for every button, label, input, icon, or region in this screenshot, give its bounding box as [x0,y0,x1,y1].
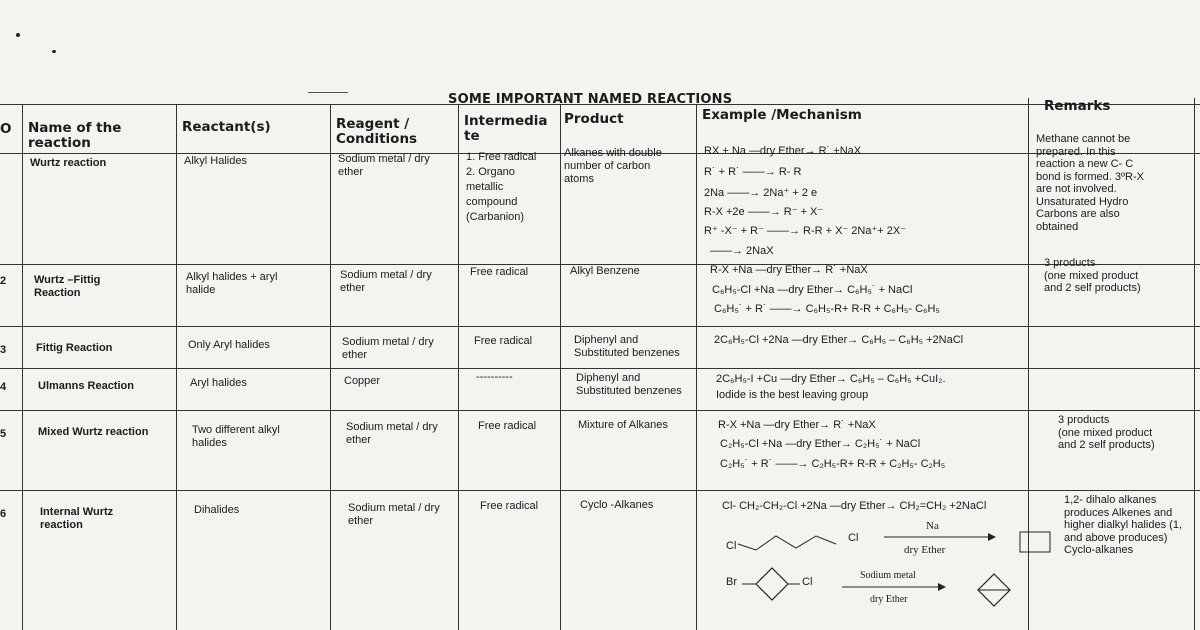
row2-remarks: 3 products (one mixed product and 2 self products) [1044,257,1141,294]
row5-no: 5 [0,428,7,440]
row4-reagent: Copper [344,375,381,387]
row2-eq1: R-X +Na —dry Ether→ R˙ +NaX [710,264,868,276]
row5-eq2: C₂H₅-Cl +Na —dry Ether→ C₂H₅˙ + NaCl [720,438,921,450]
row-divider [0,368,1200,369]
cyclobutane-dihalide-structure [742,562,802,606]
row2-product: Alkyl Benzene [570,265,640,277]
scheme-dry-ether2-label: dry Ether [870,594,908,605]
row2-reactants: Alkyl halides + aryl halide [186,271,278,296]
row6-name: Internal Wurtz reaction [40,506,114,531]
row6-product: Cyclo -Alkanes [580,499,654,511]
row1-intermediate: 1. Free radical 2. Organo metallic compound (Carbanion) [466,151,537,223]
row5-reagent: Sodium metal / dry ether [346,421,438,446]
col-divider [22,104,23,630]
scheme-cl-right: Cl [848,532,859,544]
row-divider [0,326,1200,327]
header-intermediate: Intermedia te [464,113,548,144]
scheme-cl-left: Cl [726,540,737,552]
cyclo-product-box-icon [1018,530,1052,554]
row1-reactants: Alkyl Halides [184,155,247,167]
row3-intermediate: Free radical [474,335,533,347]
speck [16,33,20,37]
row3-product: Diphenyl and Substituted benzenes [574,334,680,359]
row5-name: Mixed Wurtz reaction [38,426,149,438]
dash-mark [308,92,348,93]
scheme-sodium-metal-label: Sodium metal [860,570,916,581]
header-product: Product [564,111,624,127]
page-title: SOME IMPORTANT NAMED REACTIONS [448,92,733,107]
row1-eq2: R˙ + R˙ ——→ R- R [704,166,802,178]
scheme-na-label: Na [926,520,939,532]
header-reactants: Reactant(s) [182,119,271,135]
row1-remarks: Methane cannot be prepared. In this reaction a new C- C bond is formed. 3ºR-X are not involved. Unsaturated Hydro Carbons are also obtained [1036,133,1144,233]
header-remarks: Remarks [1044,98,1111,114]
row1-reagent: Sodium metal / dry ether [338,153,430,178]
row5-product: Mixture of Alkanes [578,419,668,431]
col-divider [696,104,697,630]
table-top-line [0,104,1200,105]
row3-reactants: Only Aryl halides [188,339,270,351]
row3-eq1: 2C₆H₅-Cl +2Na —dry Ether→ C₆H₅ – C₆H₅ +2NaCl [714,334,964,346]
row1-eq5: R⁺ -X⁻ + R⁻ ——→ R-R + X⁻ 2Na⁺+ 2X⁻ [704,225,907,237]
reaction-arrow-icon [884,532,996,542]
scheme-cl2-label: Cl [802,576,813,588]
row-divider [0,410,1200,411]
row2-eq3: C₆H₅˙ + R˙ ——→ C₆H₅-R+ R-R + C₆H₅- C₆H₅ [714,303,940,315]
col-divider [458,104,459,630]
scheme-dry-ether-label: dry Ether [904,544,946,556]
row2-no: 2 [0,275,7,287]
col-divider [560,104,561,630]
row5-remarks: 3 products (one mixed product and 2 self products) [1058,414,1155,451]
row1-eq1: RX + Na —dry Ether→ R˙ +NaX [704,145,862,157]
col-divider [176,104,177,630]
row2-intermediate: Free radical [470,266,529,278]
scheme-br-label: Br [726,576,737,588]
row4-product: Diphenyl and Substituted benzenes [576,372,682,397]
row3-name: Fittig Reaction [36,342,113,354]
row6-remarks: 1,2- dihalo alkanes produces Alkenes and higher dialkyl halides (1, and above produces) Cyclo-alkanes [1064,494,1183,556]
row1-eq3: 2Na ——→ 2Na⁺ + 2 e [704,187,818,199]
row4-intermediate: ---------- [476,371,513,383]
row4-reactants: Aryl halides [190,377,247,389]
row1-eq4: R-X +2e ——→ R⁻ + X⁻ [704,206,824,218]
row4-no: 4 [0,381,7,393]
header-reagent: Reagent / Conditions [336,116,418,147]
header-no: O [0,121,12,137]
bicyclobutane-product-structure [974,570,1014,610]
row6-eq1: Cl- CH₂-CH₂-Cl +2Na —dry Ether→ CH₂=CH₂ +2NaCl [722,500,987,512]
row6-reactants: Dihalides [194,504,240,516]
row3-reagent: Sodium metal / dry ether [342,336,434,361]
row6-no: 6 [0,508,7,520]
reaction-arrow-icon [842,582,946,592]
row4-eq2: Iodide is the best leaving group [716,389,869,401]
header-name: Name of the reaction [28,120,122,151]
row6-reagent: Sodium metal / dry ether [348,502,440,527]
row5-reactants: Two different alkyl halides [192,424,280,449]
row2-reagent: Sodium metal / dry ether [340,269,432,294]
row1-eq6: ——→ 2NaX [710,245,774,257]
row6-intermediate: Free radical [480,500,539,512]
row2-name: Wurtz –Fittig Reaction [34,274,101,299]
row-divider [0,490,1200,491]
row1-product: Alkanes with double number of carbon atoms [564,147,662,185]
row5-eq1: R-X +Na —dry Ether→ R˙ +NaX [718,419,876,431]
row4-eq1: 2C₆H₅-I +Cu —dry Ether→ C₆H₅ – C₆H₅ +CuI₂. [716,373,946,385]
dihalide-chain-structure [736,530,846,554]
row5-eq3: C₂H₅˙ + R˙ ——→ C₂H₅-R+ R-R + C₂H₅- C₂H₅ [720,458,946,470]
speck [52,50,56,53]
row4-name: Ulmanns Reaction [38,380,134,392]
col-divider [1194,98,1195,630]
header-example: Example /Mechanism [702,107,862,123]
col-divider [330,104,331,630]
row2-eq2: C₆H₅-Cl +Na —dry Ether→ C₆H₅˙ + NaCl [712,284,913,296]
row1-name: Wurtz reaction [30,157,107,169]
row3-no: 3 [0,344,7,356]
row5-intermediate: Free radical [478,420,537,432]
